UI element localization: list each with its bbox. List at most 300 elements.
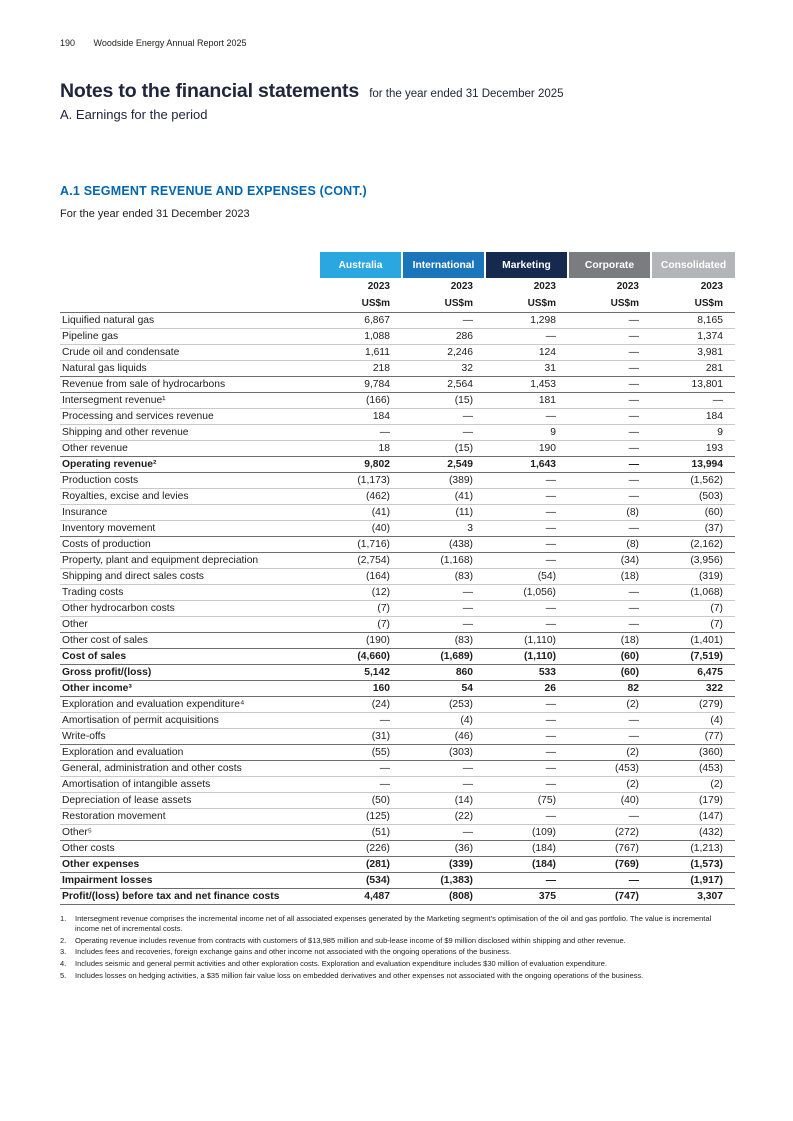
value-cell: (15) bbox=[402, 440, 485, 456]
value-cell: 124 bbox=[485, 344, 568, 360]
value-cell: (147) bbox=[651, 808, 735, 824]
row-label: Operating revenue² bbox=[60, 456, 319, 472]
value-cell: — bbox=[568, 312, 651, 328]
value-cell: (2,754) bbox=[319, 552, 402, 568]
footnote bbox=[60, 936, 735, 946]
table-row bbox=[60, 888, 735, 904]
value-cell: (54) bbox=[485, 568, 568, 584]
table-row bbox=[60, 488, 735, 504]
table-row bbox=[60, 520, 735, 536]
row-label: Profit/(loss) before tax and net finance costs bbox=[60, 888, 319, 904]
value-cell: (453) bbox=[568, 760, 651, 776]
value-cell: — bbox=[402, 824, 485, 840]
value-cell: 6,475 bbox=[651, 664, 735, 680]
period-line: For the year ended 31 December 2023 bbox=[60, 208, 250, 221]
value-cell: — bbox=[568, 600, 651, 616]
footnote bbox=[60, 914, 735, 934]
row-label: Inventory movement bbox=[60, 520, 319, 536]
value-cell: (83) bbox=[402, 632, 485, 648]
value-cell: 286 bbox=[402, 328, 485, 344]
value-cell: (462) bbox=[319, 488, 402, 504]
value-cell: — bbox=[568, 344, 651, 360]
value-cell: 9 bbox=[651, 424, 735, 440]
page-header bbox=[60, 38, 735, 48]
value-cell: 6,867 bbox=[319, 312, 402, 328]
row-label: Other revenue bbox=[60, 440, 319, 456]
table-row bbox=[60, 664, 735, 680]
table-row bbox=[60, 536, 735, 552]
value-cell: — bbox=[319, 424, 402, 440]
table-row bbox=[60, 392, 735, 408]
row-label: Shipping and direct sales costs bbox=[60, 568, 319, 584]
value-cell: (55) bbox=[319, 744, 402, 760]
row-label: Amortisation of intangible assets bbox=[60, 776, 319, 792]
value-cell: (2) bbox=[568, 744, 651, 760]
value-cell: — bbox=[568, 808, 651, 824]
value-cell: — bbox=[568, 616, 651, 632]
value-cell: (31) bbox=[319, 728, 402, 744]
table-row bbox=[60, 584, 735, 600]
value-cell: (360) bbox=[651, 744, 735, 760]
table-row bbox=[60, 792, 735, 808]
value-cell: — bbox=[319, 760, 402, 776]
value-cell: (1,173) bbox=[319, 472, 402, 488]
value-cell: — bbox=[568, 376, 651, 392]
footnote-number: 4. bbox=[60, 958, 67, 968]
value-cell: (83) bbox=[402, 568, 485, 584]
row-label: Impairment losses bbox=[60, 872, 319, 888]
value-cell: 3,981 bbox=[651, 344, 735, 360]
footnote-text: Includes losses on hedging activities, a $35 million fair value loss on embedded derivatives and other expenses not associated with the ongoing operations of the business. bbox=[75, 970, 644, 980]
value-cell: (14) bbox=[402, 792, 485, 808]
column-header-international: International bbox=[402, 252, 485, 278]
value-cell: (41) bbox=[319, 504, 402, 520]
year-cell: 2023 bbox=[533, 281, 556, 293]
value-cell: 9,784 bbox=[319, 376, 402, 392]
row-label: Restoration movement bbox=[60, 808, 319, 824]
table-row bbox=[60, 456, 735, 472]
value-cell: (453) bbox=[651, 760, 735, 776]
footnote-text: Includes fees and recoveries, foreign exchange gains and other income not associated with the ongoing operations of the business. bbox=[75, 947, 512, 957]
table-row bbox=[60, 600, 735, 616]
notes-title bbox=[60, 81, 735, 102]
column-header-marketing: Marketing bbox=[485, 252, 568, 278]
value-cell: 9,802 bbox=[319, 456, 402, 472]
table-row bbox=[60, 824, 735, 840]
row-label: Shipping and other revenue bbox=[60, 424, 319, 440]
value-cell: (303) bbox=[402, 744, 485, 760]
value-cell: (503) bbox=[651, 488, 735, 504]
value-cell: (7) bbox=[319, 616, 402, 632]
value-cell: 3,307 bbox=[651, 888, 735, 904]
footnote-text: Includes seismic and general permit activities and other exploration costs. Exploration and evaluation expenditure includes $30 million of evaluation expenditure. bbox=[75, 958, 607, 968]
value-cell: (7,519) bbox=[651, 648, 735, 664]
unit-row bbox=[60, 295, 735, 312]
table-row bbox=[60, 856, 735, 872]
footnote bbox=[60, 959, 735, 969]
footnote-text: Intersegment revenue comprises the incremental income net of all associated expenses generated by the Marketing segment's optimisation of the oil and gas portfolio. The value is incremental income net of incremental costs. bbox=[75, 913, 712, 934]
value-cell: (769) bbox=[568, 856, 651, 872]
column-header-consolidated: Consolidated bbox=[651, 252, 735, 278]
value-cell: — bbox=[485, 712, 568, 728]
row-label: Other expenses bbox=[60, 856, 319, 872]
value-cell: 322 bbox=[651, 680, 735, 696]
value-cell: (1,068) bbox=[651, 584, 735, 600]
value-cell: (24) bbox=[319, 696, 402, 712]
row-label: Amortisation of permit acquisitions bbox=[60, 712, 319, 728]
footnote bbox=[60, 947, 735, 957]
value-cell: — bbox=[319, 712, 402, 728]
value-cell: (808) bbox=[402, 888, 485, 904]
value-cell: — bbox=[651, 392, 735, 408]
table-row bbox=[60, 872, 735, 888]
row-label: Gross profit/(loss) bbox=[60, 664, 319, 680]
value-cell: — bbox=[485, 760, 568, 776]
value-cell: — bbox=[485, 808, 568, 824]
page-number: 190 bbox=[60, 38, 76, 48]
value-cell: — bbox=[402, 584, 485, 600]
value-cell: — bbox=[568, 392, 651, 408]
value-cell: (166) bbox=[319, 392, 402, 408]
value-cell: (3,956) bbox=[651, 552, 735, 568]
unit-cell: US$m bbox=[319, 295, 402, 312]
value-cell: — bbox=[568, 712, 651, 728]
value-cell: (40) bbox=[568, 792, 651, 808]
row-label: General, administration and other costs bbox=[60, 760, 319, 776]
value-cell: (75) bbox=[485, 792, 568, 808]
value-cell: (164) bbox=[319, 568, 402, 584]
value-cell: (1,917) bbox=[651, 872, 735, 888]
value-cell: (253) bbox=[402, 696, 485, 712]
value-cell: (18) bbox=[568, 568, 651, 584]
value-cell: — bbox=[485, 744, 568, 760]
row-label: Depreciation of lease assets bbox=[60, 792, 319, 808]
value-cell: — bbox=[402, 424, 485, 440]
table-row bbox=[60, 680, 735, 696]
value-cell: (767) bbox=[568, 840, 651, 856]
row-label: Processing and services revenue bbox=[60, 408, 319, 424]
row-label: Natural gas liquids bbox=[60, 360, 319, 376]
value-cell: (184) bbox=[485, 840, 568, 856]
year-cell: 2023 bbox=[616, 281, 639, 293]
table-row bbox=[60, 568, 735, 584]
value-cell: — bbox=[568, 520, 651, 536]
value-cell: 190 bbox=[485, 440, 568, 456]
value-cell: 181 bbox=[485, 392, 568, 408]
value-cell: (51) bbox=[319, 824, 402, 840]
footnote-number: 1. bbox=[60, 913, 67, 923]
value-cell: (1,110) bbox=[485, 648, 568, 664]
row-label: Write-offs bbox=[60, 728, 319, 744]
value-cell: (1,213) bbox=[651, 840, 735, 856]
value-cell: (8) bbox=[568, 504, 651, 520]
value-cell: (339) bbox=[402, 856, 485, 872]
value-cell: — bbox=[485, 472, 568, 488]
value-cell: (15) bbox=[402, 392, 485, 408]
value-cell: 2,246 bbox=[402, 344, 485, 360]
value-cell: 13,994 bbox=[651, 456, 735, 472]
value-cell: — bbox=[319, 776, 402, 792]
value-cell: (1,056) bbox=[485, 584, 568, 600]
value-cell: — bbox=[485, 408, 568, 424]
table-row bbox=[60, 712, 735, 728]
value-cell: — bbox=[402, 760, 485, 776]
row-label: Revenue from sale of hydrocarbons bbox=[60, 376, 319, 392]
value-cell: (281) bbox=[319, 856, 402, 872]
value-cell: — bbox=[402, 408, 485, 424]
value-cell: (179) bbox=[651, 792, 735, 808]
table-row bbox=[60, 344, 735, 360]
row-label: Royalties, excise and levies bbox=[60, 488, 319, 504]
value-cell: (747) bbox=[568, 888, 651, 904]
value-cell: — bbox=[485, 696, 568, 712]
year-cell: 2023 bbox=[450, 281, 473, 293]
value-cell: 193 bbox=[651, 440, 735, 456]
value-cell: 54 bbox=[402, 680, 485, 696]
value-cell: — bbox=[568, 456, 651, 472]
table-row bbox=[60, 808, 735, 824]
value-cell: (41) bbox=[402, 488, 485, 504]
row-label: Other bbox=[60, 616, 319, 632]
table-row bbox=[60, 648, 735, 664]
table-row bbox=[60, 504, 735, 520]
value-cell: (190) bbox=[319, 632, 402, 648]
value-cell: (34) bbox=[568, 552, 651, 568]
value-cell: — bbox=[568, 408, 651, 424]
table-row bbox=[60, 696, 735, 712]
value-cell: (77) bbox=[651, 728, 735, 744]
row-label: Property, plant and equipment depreciation bbox=[60, 552, 319, 568]
value-cell: (46) bbox=[402, 728, 485, 744]
value-cell: — bbox=[485, 776, 568, 792]
value-cell: — bbox=[568, 872, 651, 888]
column-header-corporate: Corporate bbox=[568, 252, 651, 278]
value-cell: (60) bbox=[568, 664, 651, 680]
table-row bbox=[60, 408, 735, 424]
value-cell: — bbox=[568, 472, 651, 488]
value-cell: (7) bbox=[319, 600, 402, 616]
value-cell: (1,562) bbox=[651, 472, 735, 488]
table-row bbox=[60, 632, 735, 648]
table-row bbox=[60, 312, 735, 328]
unit-cell: US$m bbox=[402, 295, 485, 312]
value-cell: (1,383) bbox=[402, 872, 485, 888]
unit-cell: US$m bbox=[568, 295, 651, 312]
value-cell: (2) bbox=[568, 696, 651, 712]
row-label: Liquified natural gas bbox=[60, 312, 319, 328]
year-row bbox=[60, 278, 735, 295]
value-cell: (2) bbox=[651, 776, 735, 792]
value-cell: (4,660) bbox=[319, 648, 402, 664]
year-cell: 2023 bbox=[367, 281, 390, 293]
value-cell: 184 bbox=[319, 408, 402, 424]
notes-title-text: Notes to the financial statements bbox=[60, 80, 359, 102]
table-row bbox=[60, 552, 735, 568]
value-cell: 26 bbox=[485, 680, 568, 696]
value-cell: — bbox=[485, 328, 568, 344]
value-cell: — bbox=[402, 312, 485, 328]
value-cell: — bbox=[485, 520, 568, 536]
value-cell: — bbox=[402, 600, 485, 616]
value-cell: (22) bbox=[402, 808, 485, 824]
value-cell: — bbox=[402, 776, 485, 792]
table-row bbox=[60, 760, 735, 776]
value-cell: 4,487 bbox=[319, 888, 402, 904]
value-cell: (534) bbox=[319, 872, 402, 888]
value-cell: — bbox=[485, 728, 568, 744]
corner-cell bbox=[60, 278, 319, 295]
value-cell: 184 bbox=[651, 408, 735, 424]
value-cell: (1,689) bbox=[402, 648, 485, 664]
table-row bbox=[60, 424, 735, 440]
value-cell: (319) bbox=[651, 568, 735, 584]
section-heading: A.1 SEGMENT REVENUE AND EXPENSES (CONT.) bbox=[60, 184, 367, 199]
row-label: Trading costs bbox=[60, 584, 319, 600]
value-cell: (1,110) bbox=[485, 632, 568, 648]
footnote-number: 2. bbox=[60, 935, 67, 945]
value-cell: 3 bbox=[402, 520, 485, 536]
report-title: Woodside Energy Annual Report 2025 bbox=[93, 38, 247, 48]
value-cell: (125) bbox=[319, 808, 402, 824]
value-cell: — bbox=[485, 536, 568, 552]
value-cell: (184) bbox=[485, 856, 568, 872]
value-cell: 5,142 bbox=[319, 664, 402, 680]
value-cell: — bbox=[568, 728, 651, 744]
segment-names-row bbox=[60, 252, 735, 278]
value-cell: 13,801 bbox=[651, 376, 735, 392]
value-cell: 2,549 bbox=[402, 456, 485, 472]
value-cell: (36) bbox=[402, 840, 485, 856]
value-cell: (12) bbox=[319, 584, 402, 600]
value-cell: (1,168) bbox=[402, 552, 485, 568]
value-cell: (8) bbox=[568, 536, 651, 552]
value-cell: (40) bbox=[319, 520, 402, 536]
footnote bbox=[60, 971, 735, 981]
corner-cell bbox=[60, 252, 319, 278]
segment-revenue-expenses-table bbox=[60, 252, 735, 905]
value-cell: 1,088 bbox=[319, 328, 402, 344]
value-cell: — bbox=[485, 872, 568, 888]
value-cell: — bbox=[485, 488, 568, 504]
value-cell: 1,298 bbox=[485, 312, 568, 328]
value-cell: — bbox=[568, 328, 651, 344]
row-label: Costs of production bbox=[60, 536, 319, 552]
value-cell: 32 bbox=[402, 360, 485, 376]
value-cell: 375 bbox=[485, 888, 568, 904]
earnings-subtitle: A. Earnings for the period bbox=[60, 107, 208, 123]
value-cell: 82 bbox=[568, 680, 651, 696]
value-cell: (272) bbox=[568, 824, 651, 840]
row-label: Other income³ bbox=[60, 680, 319, 696]
value-cell: (1,401) bbox=[651, 632, 735, 648]
value-cell: — bbox=[485, 616, 568, 632]
value-cell: 1,611 bbox=[319, 344, 402, 360]
value-cell: (7) bbox=[651, 600, 735, 616]
value-cell: (11) bbox=[402, 504, 485, 520]
value-cell: (2) bbox=[568, 776, 651, 792]
row-label: Production costs bbox=[60, 472, 319, 488]
row-label: Pipeline gas bbox=[60, 328, 319, 344]
row-label: Other costs bbox=[60, 840, 319, 856]
row-label: Other cost of sales bbox=[60, 632, 319, 648]
table-row bbox=[60, 472, 735, 488]
value-cell: 2,564 bbox=[402, 376, 485, 392]
row-label: Exploration and evaluation expenditure⁴ bbox=[60, 696, 319, 712]
value-cell: — bbox=[402, 616, 485, 632]
value-cell: (4) bbox=[651, 712, 735, 728]
value-cell: 18 bbox=[319, 440, 402, 456]
value-cell: 533 bbox=[485, 664, 568, 680]
value-cell: (226) bbox=[319, 840, 402, 856]
value-cell: (438) bbox=[402, 536, 485, 552]
value-cell: — bbox=[568, 424, 651, 440]
row-label: Insurance bbox=[60, 504, 319, 520]
value-cell: 8,165 bbox=[651, 312, 735, 328]
row-label: Exploration and evaluation bbox=[60, 744, 319, 760]
table-row bbox=[60, 776, 735, 792]
table-row bbox=[60, 328, 735, 344]
value-cell: (60) bbox=[568, 648, 651, 664]
column-header-australia: Australia bbox=[319, 252, 402, 278]
value-cell: (7) bbox=[651, 616, 735, 632]
value-cell: 281 bbox=[651, 360, 735, 376]
row-label: Intersegment revenue¹ bbox=[60, 392, 319, 408]
row-label: Other⁵ bbox=[60, 824, 319, 840]
value-cell: (60) bbox=[651, 504, 735, 520]
value-cell: — bbox=[568, 488, 651, 504]
value-cell: 1,453 bbox=[485, 376, 568, 392]
value-cell: 31 bbox=[485, 360, 568, 376]
value-cell: 1,643 bbox=[485, 456, 568, 472]
footnote-text: Operating revenue includes revenue from contracts with customers of $13,985 million and sub-lease income of $9 million disclosed within shipping and other revenue. bbox=[75, 935, 626, 945]
table-row bbox=[60, 840, 735, 856]
value-cell: (18) bbox=[568, 632, 651, 648]
value-cell: (1,716) bbox=[319, 536, 402, 552]
value-cell: (1,573) bbox=[651, 856, 735, 872]
notes-title-period: for the year ended 31 December 2025 bbox=[369, 88, 564, 100]
footnote-number: 5. bbox=[60, 970, 67, 980]
table-row bbox=[60, 440, 735, 456]
value-cell: 1,374 bbox=[651, 328, 735, 344]
value-cell: (4) bbox=[402, 712, 485, 728]
table-row bbox=[60, 376, 735, 392]
value-cell: (279) bbox=[651, 696, 735, 712]
unit-cell: US$m bbox=[651, 295, 735, 312]
table-row bbox=[60, 616, 735, 632]
footnotes bbox=[60, 914, 735, 981]
value-cell: (432) bbox=[651, 824, 735, 840]
table-row bbox=[60, 728, 735, 744]
value-cell: 218 bbox=[319, 360, 402, 376]
year-cell: 2023 bbox=[700, 281, 723, 293]
footnote-number: 3. bbox=[60, 947, 67, 957]
value-cell: (37) bbox=[651, 520, 735, 536]
value-cell: (109) bbox=[485, 824, 568, 840]
value-cell: — bbox=[568, 584, 651, 600]
row-label: Other hydrocarbon costs bbox=[60, 600, 319, 616]
value-cell: — bbox=[485, 552, 568, 568]
corner-cell bbox=[60, 295, 319, 312]
value-cell: 860 bbox=[402, 664, 485, 680]
value-cell: (50) bbox=[319, 792, 402, 808]
unit-cell: US$m bbox=[485, 295, 568, 312]
value-cell: — bbox=[485, 600, 568, 616]
value-cell: (2,162) bbox=[651, 536, 735, 552]
value-cell: — bbox=[568, 360, 651, 376]
row-label: Crude oil and condensate bbox=[60, 344, 319, 360]
row-label: Cost of sales bbox=[60, 648, 319, 664]
table-row bbox=[60, 360, 735, 376]
